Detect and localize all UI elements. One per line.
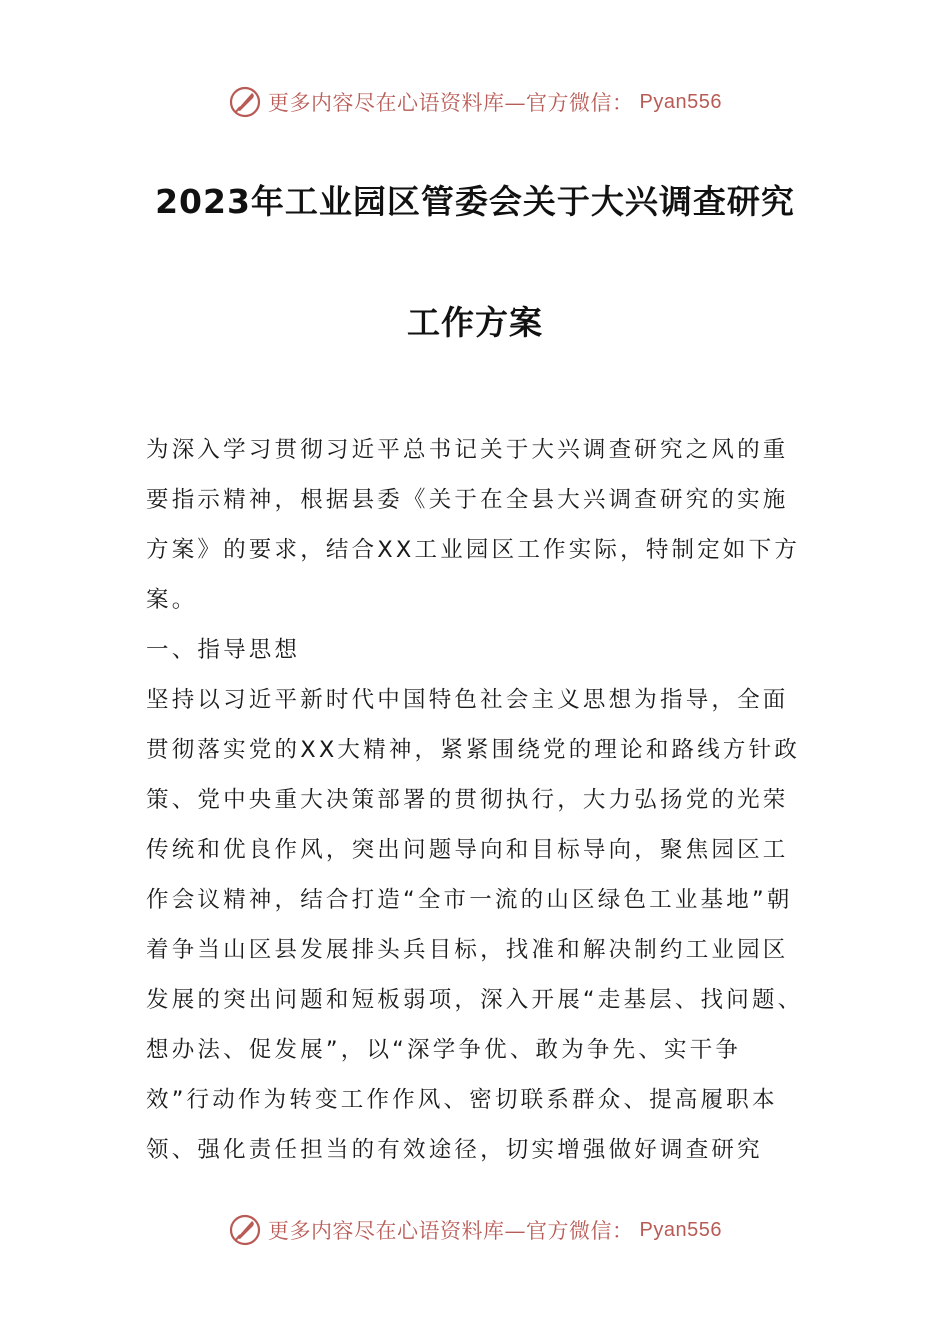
section-1-heading: 一、指导思想 xyxy=(146,637,301,663)
quill-logo-icon xyxy=(228,1213,262,1247)
watermark-text: 更多内容尽在心语资料库—官方微信： xyxy=(268,1219,634,1243)
intro-paragraph xyxy=(146,425,806,625)
footer-watermark xyxy=(0,1210,950,1250)
quill-logo-icon xyxy=(228,85,262,119)
section-1-text: 坚持以习近平新时代中国特色社会主义思想为指导，全面贯彻落实党的XX大精神，紧紧围绕党的理论和路线方针政策、党中央重大决策部署的贯彻执行，大力弘扬党的光荣传统和优良作风，突出问题导向和目标导向，聚焦园区工作会议精神，结合打造“全市一流的山区绿色工业基地”朝着争当山区县发展排头兵目标，找准和解决制约工业园区发展的突出问题和短板弱项，深入开展“走基层、找问题、想办法、促发展”，以“深学争优、敢为争先、实干争效”行动作为转变工作作风、密切联系群众、提高履职本领、强化责任担当的有效途径，切实增强做好调查研究 xyxy=(146,687,804,1163)
document-title-line-2: 工作方案 xyxy=(407,303,543,342)
document-title-line-1: 2023年工业园区管委会关于大兴调查研究 xyxy=(155,182,795,221)
section-1-paragraph xyxy=(146,675,806,1175)
section-heading xyxy=(146,625,806,675)
watermark-wechat: Pyan556 xyxy=(639,90,722,113)
watermark-text: 更多内容尽在心语资料库—官方微信： xyxy=(268,91,634,115)
intro-text: 为深入学习贯彻习近平总书记关于大兴调查研究之风的重要指示精神，根据县委《关于在全县大兴调查研究的实施方案》的要求，结合XX工业园区工作实际，特制定如下方案。 xyxy=(146,437,801,613)
watermark-wechat: Pyan556 xyxy=(639,1218,722,1241)
header-watermark xyxy=(0,82,950,122)
